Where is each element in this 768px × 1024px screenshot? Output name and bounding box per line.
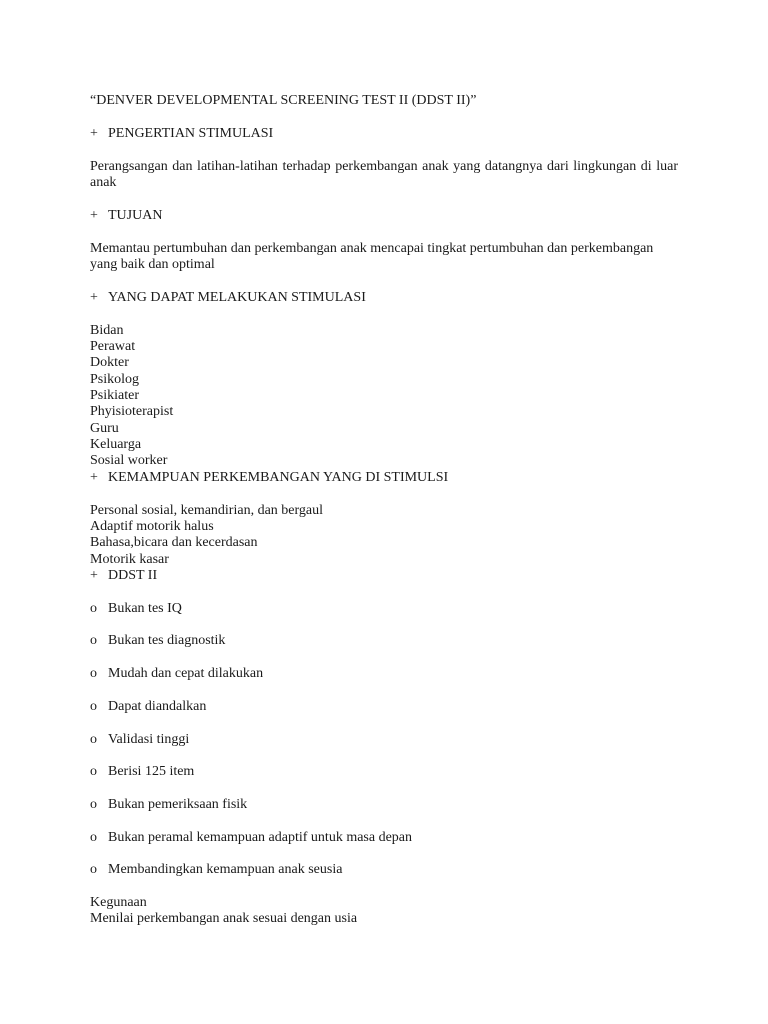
heading-text: TUJUAN <box>108 208 163 223</box>
list-item-perawat: Perawat <box>90 339 136 354</box>
plus-bullet: + <box>90 568 98 583</box>
list-item-physioterapist: Phyisioterapist <box>90 404 174 419</box>
list-item-text: Berisi 125 item <box>108 764 195 779</box>
circle-bullet: o <box>90 666 97 681</box>
list-item-guru: Guru <box>90 421 119 436</box>
list-item <box>90 699 206 715</box>
list-item <box>90 862 342 878</box>
circle-bullet: o <box>90 764 97 779</box>
circle-bullet: o <box>90 862 97 877</box>
list-item <box>90 764 194 780</box>
heading-text: DDST II <box>108 568 158 583</box>
list-item-text: Bukan tes IQ <box>108 601 182 616</box>
list-item-sosial-worker: Sosial worker <box>90 453 168 468</box>
list-item-motorik-kasar: Motorik kasar <box>90 552 169 567</box>
tujuan-paragraph: Memantau pertumbuhan dan perkembangan anak mencapai tingkat pertumbuhan dan perkembangan yang baik dan optimal <box>90 241 654 272</box>
circle-bullet: o <box>90 633 97 648</box>
heading-yang-dapat-melakukan-stimulasi <box>90 290 366 306</box>
plus-bullet: + <box>90 290 98 305</box>
list-item <box>90 732 189 748</box>
list-item-bahasa-bicara: Bahasa,bicara dan kecerdasan <box>90 535 258 550</box>
document-title: “DENVER DEVELOPMENTAL SCREENING TEST II (DDST II)” <box>90 93 477 108</box>
heading-text: PENGERTIAN STIMULASI <box>108 126 274 141</box>
heading-pengertian-stimulasi <box>90 126 273 142</box>
circle-bullet: o <box>90 699 97 714</box>
plus-bullet: + <box>90 126 98 141</box>
circle-bullet: o <box>90 797 97 812</box>
circle-bullet: o <box>90 830 97 845</box>
list-item-dokter: Dokter <box>90 355 129 370</box>
kegunaan-text: Menilai perkembangan anak sesuai dengan usia <box>90 911 358 926</box>
heading-text: YANG DAPAT MELAKUKAN STIMULASI <box>108 290 366 305</box>
list-item <box>90 666 263 682</box>
list-item <box>90 633 225 649</box>
list-item-personal-sosial: Personal sosial, kemandirian, dan bergaul <box>90 503 324 518</box>
list-item-psikiater: Psikiater <box>90 388 139 403</box>
list-item-text: Mudah dan cepat dilakukan <box>108 666 264 681</box>
plus-bullet: + <box>90 470 98 485</box>
heading-kemampuan-perkembangan <box>90 470 448 486</box>
list-item-text: Validasi tinggi <box>108 732 190 747</box>
list-item-adaptif-motorik-halus: Adaptif motorik halus <box>90 519 214 534</box>
list-item-text: Bukan peramal kemampuan adaptif untuk masa depan <box>108 830 413 845</box>
plus-bullet: + <box>90 208 98 223</box>
list-item-bidan: Bidan <box>90 323 124 338</box>
list-item-text: Membandingkan kemampuan anak seusia <box>108 862 343 877</box>
list-item-text: Bukan tes diagnostik <box>108 633 226 648</box>
list-item-psikolog: Psikolog <box>90 372 140 387</box>
list-item <box>90 601 182 617</box>
list-item-text: Dapat diandalkan <box>108 699 207 714</box>
heading-ddst-ii <box>90 568 157 584</box>
list-item <box>90 797 247 813</box>
list-item-keluarga: Keluarga <box>90 437 142 452</box>
circle-bullet: o <box>90 601 97 616</box>
list-item <box>90 830 412 846</box>
heading-text: KEMAMPUAN PERKEMBANGAN YANG DI STIMULSI <box>108 470 449 485</box>
pengertian-paragraph: Perangsangan dan latihan-latihan terhadap perkembangan anak yang datangnya dari lingkungan di luar anak <box>90 159 678 190</box>
circle-bullet: o <box>90 732 97 747</box>
heading-tujuan <box>90 208 162 224</box>
list-item-text: Bukan pemeriksaan fisik <box>108 797 248 812</box>
heading-kegunaan: Kegunaan <box>90 895 147 910</box>
